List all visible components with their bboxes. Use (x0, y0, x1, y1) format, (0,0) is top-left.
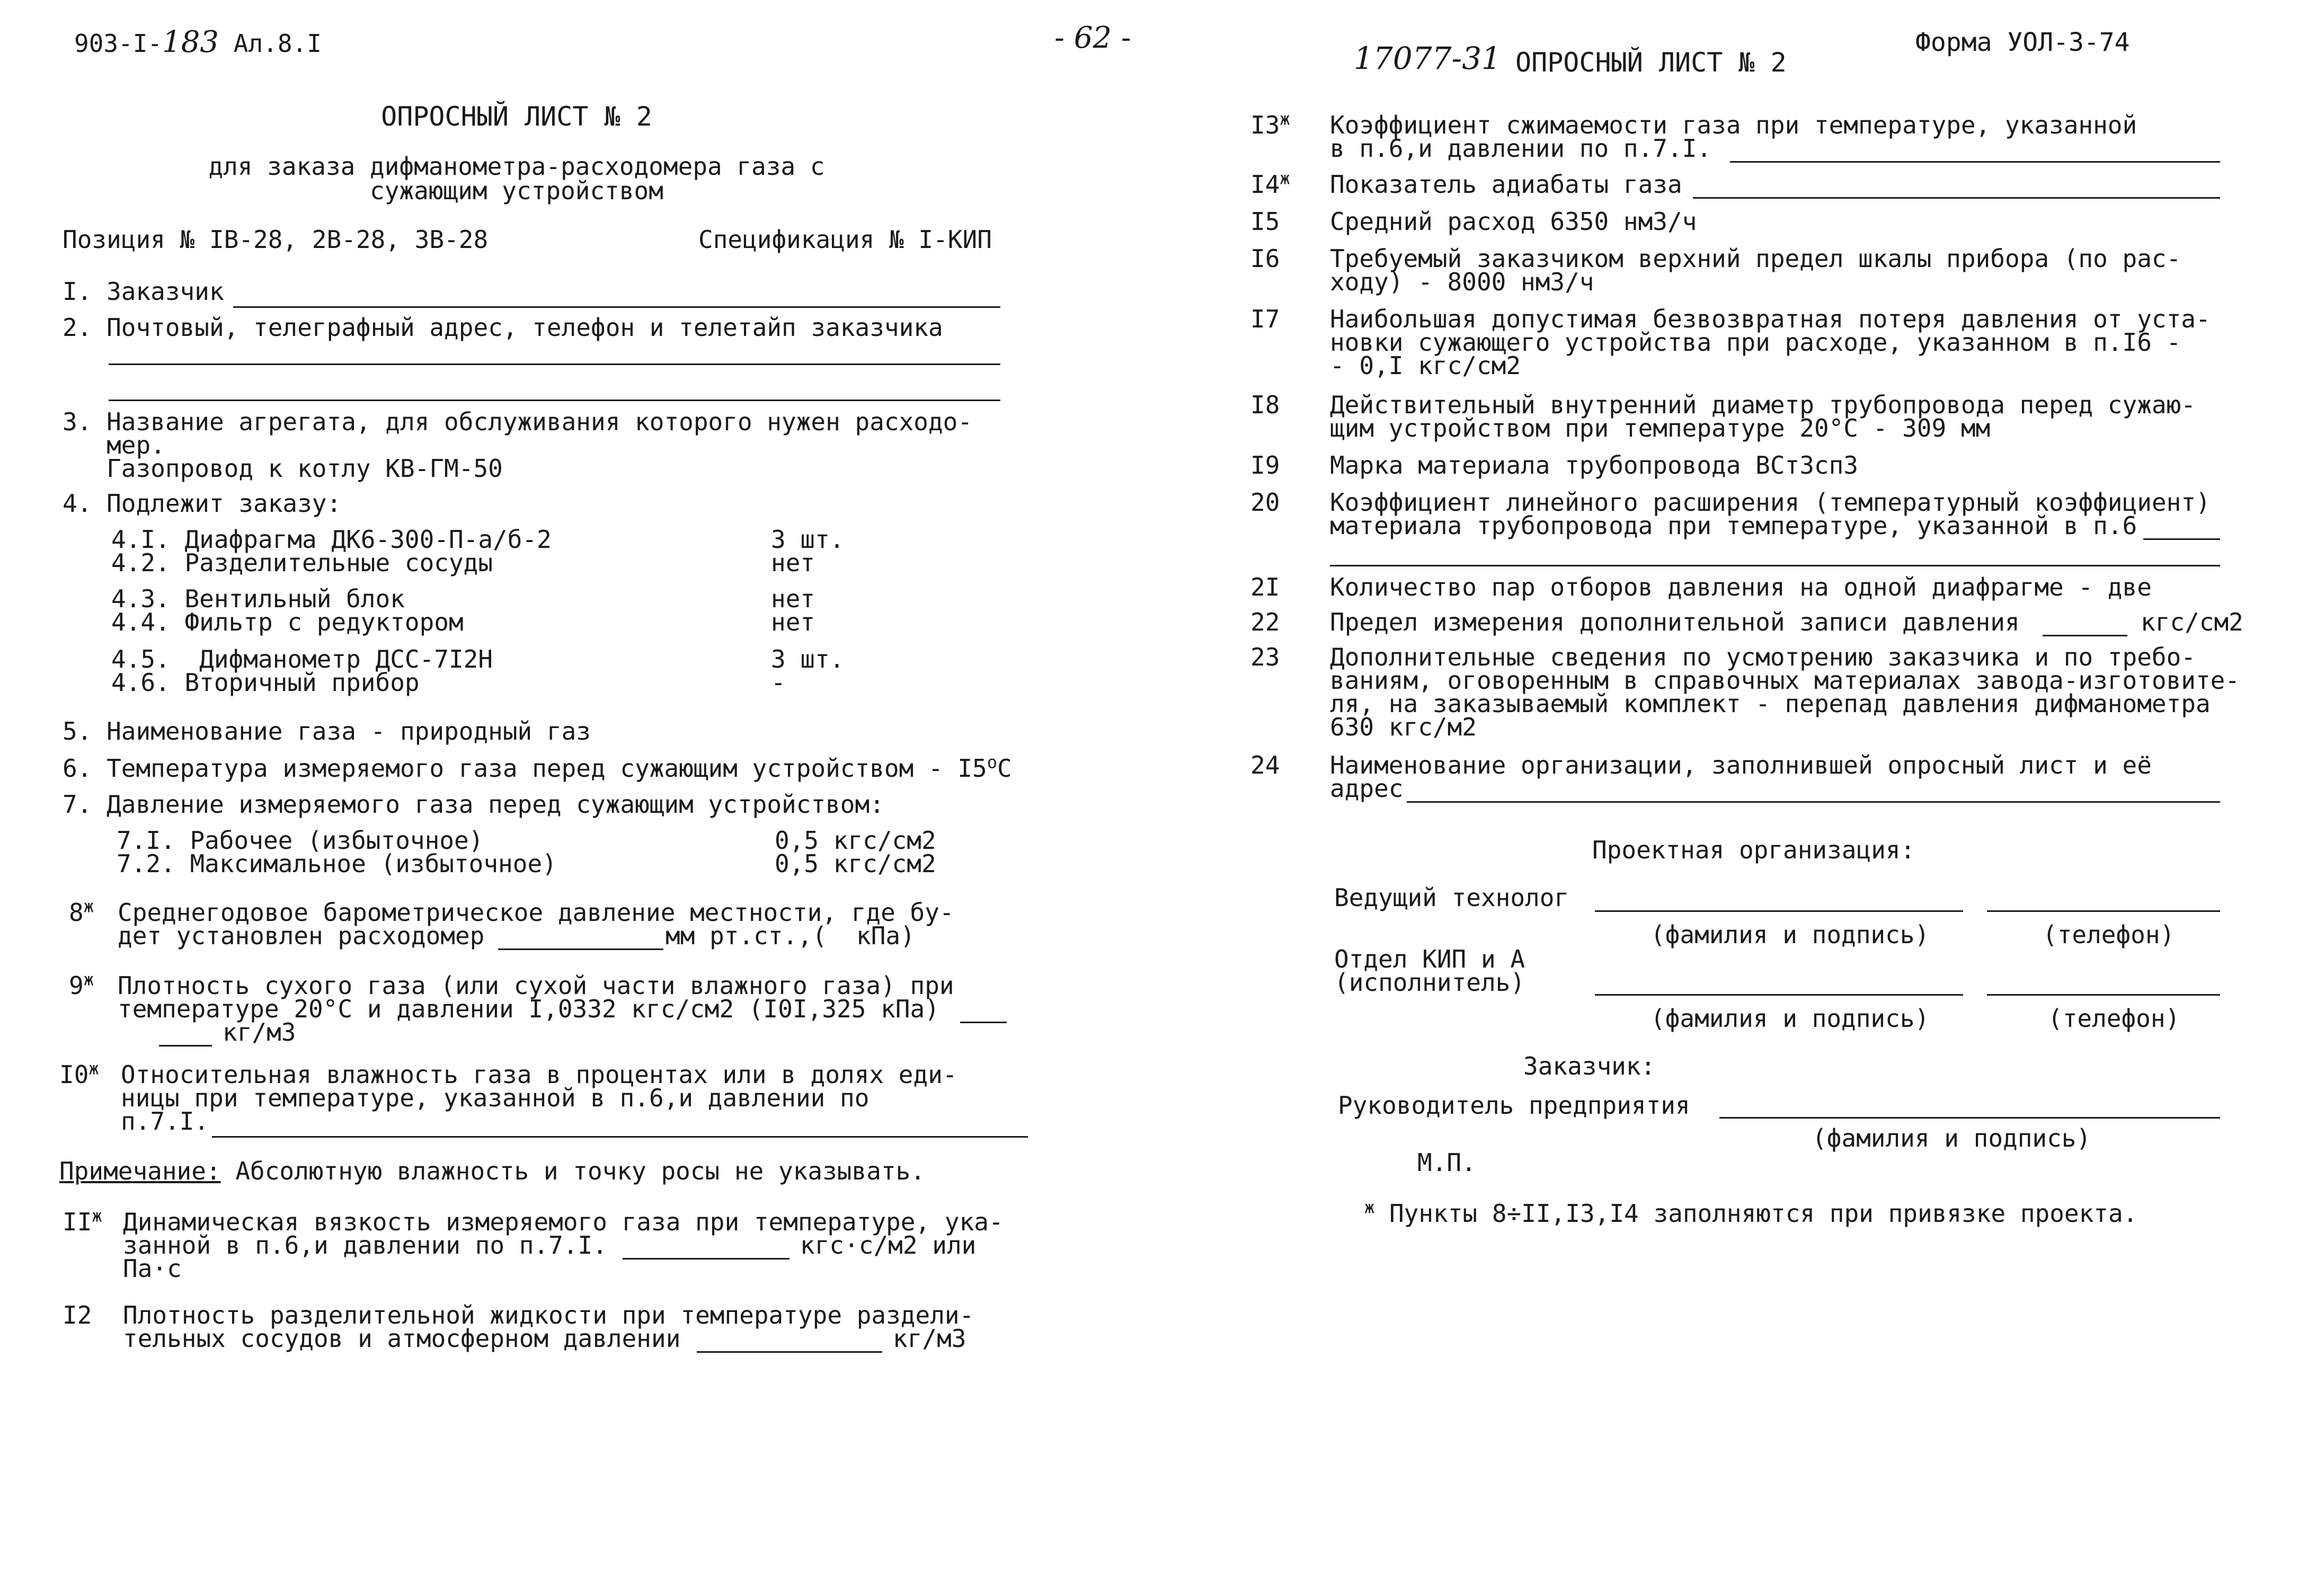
item-8-num: 8 (69, 898, 84, 927)
item-20-blank-1 (2143, 538, 2220, 540)
item-9-blank-2 (159, 1045, 212, 1047)
item-23-line-1: Дополнительные сведения по усмотрению заказчика и по требо- (1330, 643, 2196, 671)
item-7: 7. Давление измеряемого газа перед сужающим устройством: (63, 790, 884, 819)
item-12-line-2b: кг/м3 (893, 1324, 966, 1353)
item-10-blank (212, 1136, 1028, 1138)
item-14-number (1250, 168, 1290, 199)
specification-line: Спецификация № I-КИП (698, 225, 992, 254)
item-7-1: 7.I. Рабочее (избыточное) (117, 826, 484, 855)
item-7-1-value: 0,5 кгс/см2 (775, 826, 936, 855)
doc-code-handwritten: 183 (162, 25, 219, 59)
dept-label-1: Отдел КИП и А (1334, 945, 1525, 973)
item-9-line-3: кг/м3 (223, 1018, 296, 1047)
item-4-5: 4.5. Дифманометр ДСС-7I2Н (111, 645, 493, 673)
item-2: 2. Почтовый, телеграфный адрес, телефон и телетайп заказчика (63, 313, 943, 342)
star-mark: ж (1280, 109, 1290, 129)
star-mark: ж (83, 896, 94, 917)
lead-technologist-phone-line (1987, 910, 2220, 912)
enterprise-head-signature-line (1719, 1117, 2220, 1119)
item-8-blank (498, 948, 663, 950)
right-page (1158, 0, 2316, 1596)
item-11-line-2b: кгс·с/м2 или (800, 1231, 977, 1260)
item-11-line-2a: занной в п.6,и давлении по п.7.I. (123, 1231, 607, 1260)
item-22-unit: кгс/см2 (2141, 608, 2243, 636)
item-2-blank-1 (109, 363, 1000, 365)
signature-caption-3: (фамилия и подпись) (1812, 1124, 2091, 1152)
item-13-number (1250, 109, 1290, 139)
signature-caption-1: (фамилия и подпись) (1651, 920, 1930, 949)
star-mark: ж (1280, 168, 1290, 189)
item-10-line-3: п.7.I. (121, 1107, 209, 1136)
item-24-line-1: Наименование организации, заполнившей опросный лист и её (1330, 751, 2152, 779)
item-3-line-1: 3. Название агрегата, для обслуживания которого нужен расходо- (63, 407, 973, 436)
item-6-text: 6. Температура измеряемого газа перед сужающим устройством - I5 (63, 754, 987, 783)
footnote-text: Пункты 8÷II,I3,I4 заполняются при привязке проекта. (1374, 1199, 2138, 1228)
item-22-blank (2043, 635, 2127, 636)
item-5: 5. Наименование газа - природный газ (63, 717, 591, 746)
star-mark: ж (92, 1205, 102, 1226)
item-20-blank-2 (1330, 565, 2220, 566)
item-16-line-2: ходу) - 8000 нм3/ч (1330, 268, 1594, 296)
item-4-3: 4.3. Вентильный блок (111, 584, 405, 613)
left-title: ОПРОСНЫЙ ЛИСТ № 2 (381, 101, 652, 132)
item-23-line-2: ваниям, оговоренным в справочных материалах завода-изготовите- (1330, 666, 2240, 695)
item-20-number: 20 (1250, 488, 1280, 517)
item-20-line-1: Коэффициент линейного расширения (температурный коэффициент) (1330, 488, 2211, 517)
item-19-number: I9 (1250, 451, 1280, 480)
item-15-number: I5 (1250, 207, 1280, 236)
item-8-line-2b: мм рт.ст.,( кПа) (665, 921, 915, 950)
item-4-1: 4.I. Диафрагма ДК6-300-П-а/б-2 (111, 525, 552, 554)
item-11-num: II (63, 1208, 92, 1236)
item-9-line-2: температуре 20°С и давлении I,0332 кгс/см2 (I0I,325 кПа) (118, 995, 939, 1023)
item-4-6-value: - (771, 668, 786, 697)
item-12-line-2a: тельных сосудов и атмосферном давлении (123, 1324, 681, 1353)
right-handwritten-code: 17077-31 (1354, 40, 1501, 76)
item-24-number: 24 (1250, 751, 1280, 779)
item-1: I. Заказчик (63, 277, 224, 306)
item-17-line-1: Наибольшая допустимая безвозвратная потеря давления от уста- (1330, 305, 2211, 333)
left-subtitle-2: сужающим устройством (370, 176, 663, 205)
item-17-number: I7 (1250, 305, 1280, 333)
star-mark: ж (83, 969, 94, 990)
item-11-line-3: Па·с (123, 1254, 182, 1283)
footnote (1364, 1197, 2138, 1228)
item-4-4: 4.4. Фильтр с редуктором (111, 608, 464, 636)
doc-code-suffix: Ал.8.I (219, 29, 322, 58)
design-org-heading: Проектная организация: (1592, 836, 1915, 864)
item-9-blank-1 (960, 1022, 1007, 1023)
phone-caption-1: (телефон) (2043, 920, 2175, 949)
page-number: - 62 - (1054, 21, 1131, 55)
item-13-num: I3 (1250, 111, 1280, 139)
item-4-2-value: нет (771, 548, 815, 577)
item-9-num: 9 (69, 971, 84, 1000)
item-18-number: I8 (1250, 391, 1280, 419)
item-10-num: I0 (59, 1060, 89, 1089)
item-21-line-1: Количество пар отборов давления на одной диафрагме - две (1330, 573, 2152, 601)
right-title: ОПРОСНЫЙ ЛИСТ № 2 (1515, 47, 1787, 78)
signature-caption-2: (фамилия и подпись) (1651, 1004, 1930, 1033)
item-4-5-value: 3 шт. (771, 645, 845, 673)
item-9-number (69, 969, 94, 1000)
item-10-number (59, 1058, 99, 1089)
phone-caption-2: (телефон) (2048, 1004, 2180, 1033)
item-13-line-2: в п.6,и давлении по п.7.I. (1330, 134, 1712, 163)
item-3-line-3: Газопровод к котлу КВ-ГМ-50 (63, 454, 503, 483)
doc-code-prefix: 903-I- (74, 29, 163, 58)
item-4-3-value: нет (771, 584, 815, 613)
item-21-number: 2I (1250, 573, 1280, 601)
item-7-2: 7.2. Максимальное (избыточное) (117, 849, 557, 878)
item-8-number (69, 896, 94, 927)
item-24-line-2: адрес (1330, 774, 1404, 803)
item-12-blank (697, 1351, 882, 1353)
item-22-number: 22 (1250, 608, 1280, 636)
item-11-blank (623, 1258, 789, 1260)
enterprise-head-label: Руководитель предприятия (1338, 1091, 1690, 1120)
dept-phone-line (1987, 994, 2220, 996)
item-4-2: 4.2. Разделительные сосуды (111, 548, 493, 577)
item-6-unit: С (997, 754, 1012, 783)
left-subtitle-1: для заказа дифманометра-расходомера газа с (208, 152, 825, 181)
item-23-line-4: 630 кгс/м2 (1330, 713, 1477, 741)
item-1-blank (233, 306, 1000, 308)
item-14-num: I4 (1250, 170, 1280, 199)
item-4-4-value: нет (771, 608, 815, 636)
item-12-number: I2 (63, 1301, 92, 1329)
item-7-2-value: 0,5 кгс/см2 (775, 849, 936, 878)
item-17-line-3: - 0,I кгс/см2 (1330, 351, 1521, 380)
note-text: Абсолютную влажность и точку росы не указывать. (220, 1157, 925, 1185)
item-24-blank (1407, 801, 2220, 803)
star-mark: ж (88, 1058, 99, 1079)
item-23-number: 23 (1250, 643, 1280, 671)
item-17-line-2: новки сужающего устройства при расходе, указанном в п.I6 - (1330, 328, 2181, 357)
lead-technologist-signature-line (1595, 910, 1963, 912)
item-3-line-2: мер. (63, 431, 165, 459)
lead-technologist-label: Ведущий технолог (1334, 883, 1569, 912)
item-2-blank-2 (109, 400, 1000, 401)
item-16-line-1: Требуемый заказчиком верхний предел шкалы прибора (по рас- (1330, 244, 2181, 273)
doc-code (74, 25, 322, 59)
item-16-number: I6 (1250, 244, 1280, 273)
item-13-blank (1730, 161, 2220, 163)
item-10-line-2: ницы при температуре, указанной в п.6,и давлении по (121, 1084, 869, 1112)
degree-mark: о (987, 752, 998, 773)
item-18-line-1: Действительный внутренний диаметр трубопровода перед сужаю- (1330, 391, 2196, 419)
item-15-line-1: Средний расход 6350 нм3/ч (1330, 207, 1697, 236)
item-12-line-1: Плотность разделительной жидкости при температуре раздели- (123, 1301, 974, 1329)
item-19-line-1: Марка материала трубопровода ВСт3сп3 (1330, 451, 1858, 480)
item-14-line-1: Показатель адиабаты газа (1330, 170, 1682, 199)
note-label: Примечание: (59, 1157, 221, 1185)
customer-heading: Заказчик: (1523, 1052, 1656, 1080)
item-4-6: 4.6. Вторичный прибор (111, 668, 420, 697)
item-11-number (63, 1205, 102, 1236)
item-10-line-1: Относительная влажность газа в процентах или в долях еди- (121, 1060, 957, 1089)
item-4: 4. Подлежит заказу: (63, 489, 342, 518)
item-14-blank (1693, 197, 2220, 199)
item-23-line-3: ля, на заказываемый комплект - перепад давления дифманометра (1330, 689, 2211, 718)
star-mark: ж (1364, 1197, 1375, 1218)
item-8-line-2a: дет установлен расходомер (118, 921, 485, 950)
item-6 (63, 752, 1012, 783)
item-18-line-2: щим устройством при температуре 20°С - 309 мм (1330, 414, 1991, 442)
form-code: Форма УОЛ-3-74 (1915, 28, 2130, 57)
item-9-line-1: Плотность сухого газа (или сухой части влажного газа) при (118, 971, 954, 1000)
seal-place: М.П. (1417, 1148, 1476, 1177)
position-line: Позиция № IВ-28, 2В-28, 3В-28 (63, 225, 489, 254)
item-20-line-2: материала трубопровода при температуре, указанной в п.6 (1330, 511, 2137, 540)
item-13-line-1: Коэффициент сжимаемости газа при температуре, указанной (1330, 111, 2137, 139)
dept-signature-line (1595, 994, 1963, 996)
item-8-line-1: Среднегодовое барометрическое давление местности, где бу- (118, 898, 954, 927)
note (59, 1159, 925, 1183)
item-4-1-value: 3 шт. (771, 525, 845, 554)
dept-label-2: (исполнитель) (1334, 968, 1525, 997)
item-11-line-1: Динамическая вязкость измеряемого газа при температуре, ука- (123, 1208, 1004, 1236)
item-22-line-1: Предел измерения дополнительной записи давления (1330, 608, 2020, 636)
